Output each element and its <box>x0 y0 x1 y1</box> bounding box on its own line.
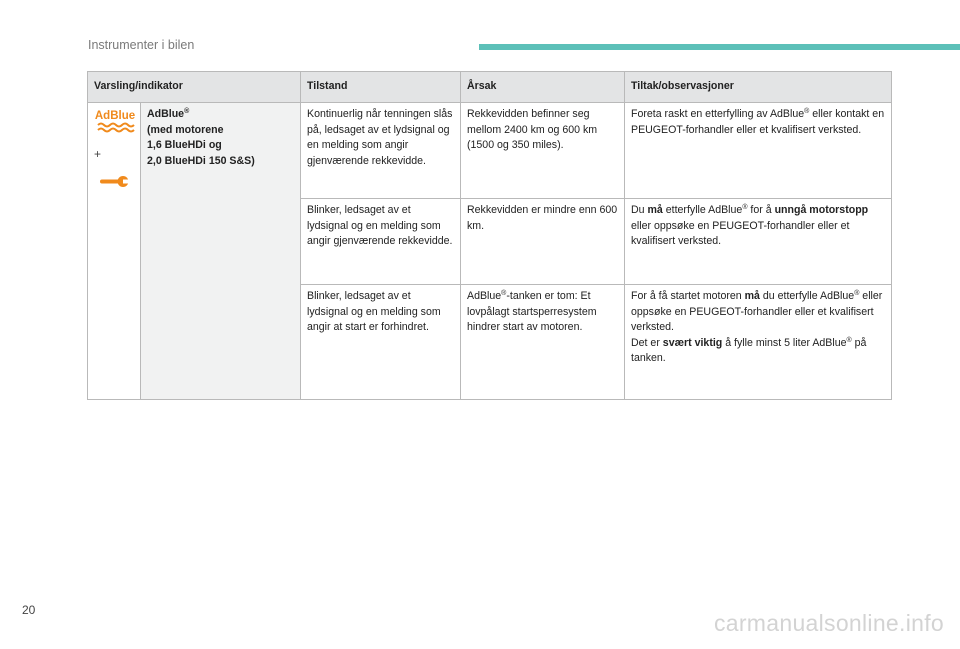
indicator-name-cell <box>141 103 301 400</box>
cause-cell: Rekkevidden befinner seg mellom 2400 km og 600 km (1500 og 350 miles). <box>461 103 625 199</box>
indicator-name: AdBlue® (med motorene 1,6 BlueHDi og 2,0 BlueHDi 150 S&S) <box>147 108 255 167</box>
page-number: 20 <box>22 603 36 617</box>
indicator-icons-cell <box>88 103 141 400</box>
watermark: carmanualsonline.info <box>713 610 944 636</box>
header-accent-bar <box>479 44 960 50</box>
cause-cell: AdBlue®-tanken er tom: Et lovpålagt startsperresystem hindrer start av motoren. <box>461 285 625 400</box>
cause-cell: Rekkevidden er mindre enn 600 km. <box>461 199 625 285</box>
state-cell: Kontinuerlig når tenningen slås på, ledsaget av et lydsignal og en melding som angir gjenværende rekkevidde. <box>301 103 461 199</box>
action-cell: Du må etterfylle AdBlue® for å unngå motorstopp eller oppsøke en PEUGEOT-forhandler eller et kvalifisert verksted. <box>625 199 892 285</box>
section-title: Instrumenter i bilen <box>88 38 195 52</box>
table-header-row <box>88 72 892 103</box>
plus-sign: + <box>94 147 102 161</box>
action-cell: Foreta raskt en etterfylling av AdBlue® eller kontakt en PEUGEOT-forhandler eller et kvalifisert verksted. <box>625 103 892 199</box>
wrench-icon <box>98 173 130 189</box>
column-header: Varsling/indikator <box>88 72 301 103</box>
warning-table <box>87 71 892 400</box>
column-header: Tiltak/observasjoner <box>625 72 892 103</box>
column-header: Årsak <box>461 72 625 103</box>
action-cell: For å få startet motoren må du etterfylle AdBlue® eller oppsøke en PEUGEOT-forhandler eller et kvalifisert verksted. Det er svært viktig å fylle minst 5 liter AdBlue® på tanken. <box>625 285 892 400</box>
adblue-icon <box>94 107 136 133</box>
column-header: Tilstand <box>301 72 461 103</box>
state-cell: Blinker, ledsaget av et lydsignal og en melding som angir gjenværende rekkevidde. <box>301 199 461 285</box>
svg-text:AdBlue: AdBlue <box>94 110 136 122</box>
table-row <box>88 103 892 199</box>
state-cell: Blinker, ledsaget av et lydsignal og en melding som angir at start er forhindret. <box>301 285 461 400</box>
